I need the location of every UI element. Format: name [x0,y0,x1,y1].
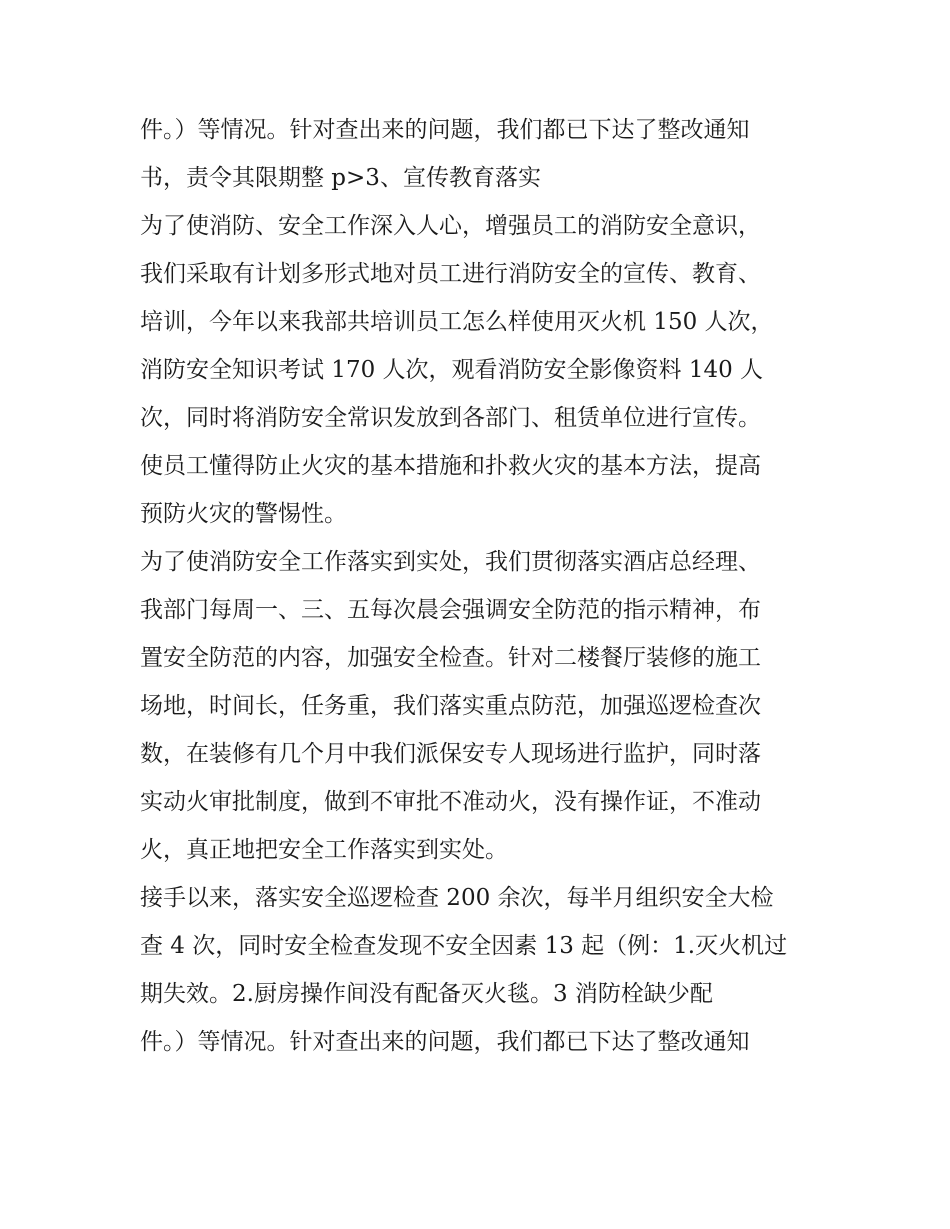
text-line: 接手以来，落实安全巡逻检查 200 余次，每半月组织安全大检 [140,885,774,911]
text-line: 场地，时间长，任务重，我们落实重点防范，加强巡逻检查次 [140,693,761,719]
text-line: 数，在装修有几个月中我们派保安专人现场进行监护，同时落 [140,741,761,767]
text-line: 火，真正地把安全工作落实到实处。 [140,837,508,863]
text-line: 为了使消防、安全工作深入人心，增强员工的消防安全意识， [140,213,761,239]
text-line: 为了使消防安全工作落实到实处，我们贯彻落实酒店总经理、 [140,549,761,575]
text-line: 我部门每周一、三、五每次晨会强调安全防范的指示精神，布 [140,597,761,623]
text-line: 置安全防范的内容，加强安全检查。针对二楼餐厅装修的施工 [140,645,761,671]
document-body [140,106,830,1066]
text-line: 使员工懂得防止火灾的基本措施和扑救火灾的基本方法，提高 [140,453,761,479]
text-line: 消防安全知识考试 170 人次，观看消防安全影像资料 140 人 [140,357,764,383]
text-line: 次，同时将消防安全常识发放到各部门、租赁单位进行宣传。 [140,405,761,431]
text-line: 我们采取有计划多形式地对员工进行消防安全的宣传、教育、 [140,261,761,287]
text-line: 件。）等情况。针对查出来的问题，我们都已下达了整改通知 [140,1029,750,1055]
text-line: 查 4 次，同时安全检查发现不安全因素 13 起（例：1.灭火机过 [140,933,788,959]
text-line: 培训，今年以来我部共培训员工怎么样使用灭火机 150 人次， [140,309,774,335]
text-line: 件。）等情况。针对查出来的问题，我们都已下达了整改通知 [140,117,750,143]
text-line: 预防火灾的警惕性。 [140,501,347,527]
text-line: 书，责令其限期整 p>3、宣传教育落实 [140,165,541,191]
text-line: 期失效。2.厨房操作间没有配备灭火毯。3 消防栓缺少配 [140,981,713,1007]
text-line: 实动火审批制度，做到不审批不准动火，没有操作证，不准动 [140,789,761,815]
